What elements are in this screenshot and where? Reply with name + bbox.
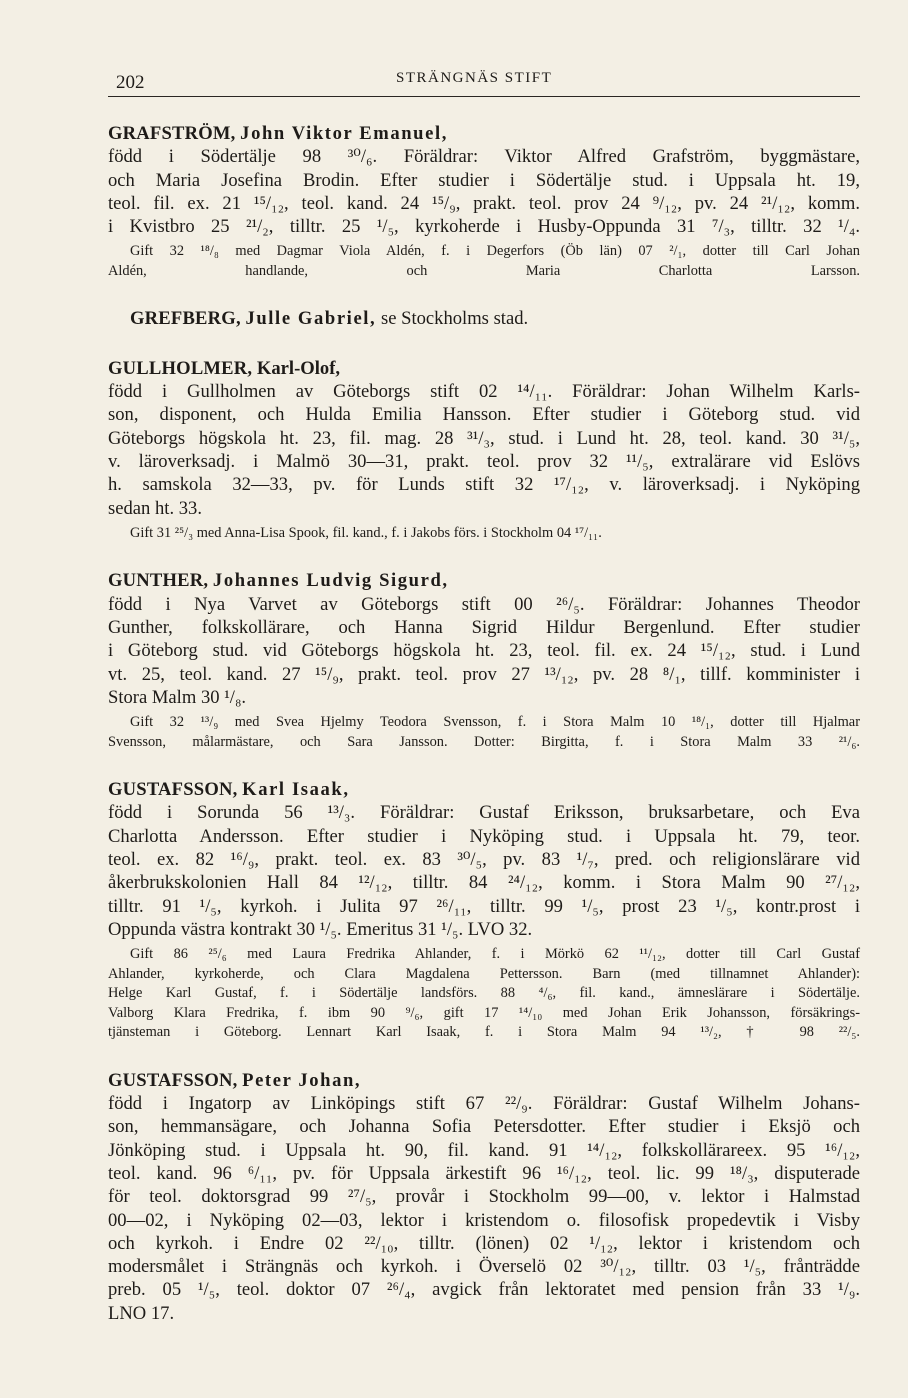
entry-heading xyxy=(108,122,860,145)
entry-line: Oppunda västra kontrakt 30 ¹/₅. Emeritus 31 ¹/₅. LVO 32. xyxy=(108,918,533,940)
biography-entry xyxy=(108,357,860,544)
entry-surname: GULLHOLMER, xyxy=(108,357,253,379)
biography-entry xyxy=(108,1069,860,1325)
entry-line: tilltr. 91 ¹/₅, kyrkoh. i Julita 97 ²⁶/₁₁, tilltr. 99 ¹/₅, prost 23 ¹/₅, kontr.prost i xyxy=(108,895,860,917)
entry-line: för teol. doktorsgrad 99 ²⁷/₅, provår i Stockholm 99—00, v. lektor i Halmstad xyxy=(108,1186,860,1208)
entry-line: v. läroverksadj. i Malmö 30—31, prakt. teol. prov 32 ¹¹/₅, extralärare vid Eslövs xyxy=(108,450,860,472)
entry-surname: GUNTHER, xyxy=(108,570,209,592)
entry-given-names: Julle Gabriel, xyxy=(245,308,377,330)
entry-heading xyxy=(108,569,860,592)
entry-line: vt. 25, teol. kand. 27 ¹⁵/₉, prakt. teol. prov 27 ¹³/₁₂, pv. 28 ⁸/₁, tillf. komminister i xyxy=(108,663,860,685)
biography-entry xyxy=(108,778,860,1043)
biography-entry xyxy=(108,122,860,281)
marriage-line: Ahlander, kyrkoherde, och Clara Magdalena Pettersson. Barn (med tillnamnet Ahlander): xyxy=(108,965,860,982)
entry-line: född i Gullholmen av Göteborgs stift 02 ¹⁴/₁₁. Föräldrar: Johan Wilhelm Karls- xyxy=(108,381,860,403)
entry-line: född i Södertälje 98 ³⁰/₆. Föräldrar: Viktor Alfred Grafström, byggmästare, xyxy=(108,146,860,168)
entry-line: son, disponent, och Hulda Emilia Hansson. Efter studier i Göteborg stud. vid xyxy=(108,404,860,426)
running-title: STRÄNGNÄS STIFT xyxy=(396,70,553,86)
marriage-line: Helge Karl Gustaf, f. i Södertälje landsförs. 88 ⁴/₆, fil. kand., ämneslärare i Södertälje. xyxy=(108,985,860,1002)
entry-surname: GUSTAFSSON, xyxy=(108,779,238,801)
entry-given-names: Karl Isaak, xyxy=(242,779,350,801)
entry-line: se Stockholms stad. xyxy=(380,308,529,330)
entry-line: Göteborgs högskola ht. 23, fil. mag. 28 ³¹/₃, stud. i Lund ht. 28, teol. kand. 30 ³¹/₅, xyxy=(108,427,860,449)
entry-line: Gunther, folkskollärare, och Hanna Sigrid Hildur Bergenlund. Efter studier xyxy=(108,616,860,638)
marriage-line: Svensson, målarmästare, och Sara Jansson. Dotter: Birgitta, f. i Stora Malm 33 ²¹/₆. xyxy=(108,733,860,750)
page-header xyxy=(108,66,860,97)
entry-line: Stora Malm 30 ¹/₈. xyxy=(108,686,247,708)
entry-heading xyxy=(108,778,860,801)
entry-line: son, hemmansägare, och Johanna Sofia Petersdotter. Efter studier i Eksjö och xyxy=(108,1116,860,1138)
entry-heading xyxy=(108,307,860,330)
entry-surname: GUSTAFSSON, xyxy=(108,1069,238,1091)
entry-given-names: Peter Johan, xyxy=(242,1069,362,1091)
entry-surname: GRAFSTRÖM, xyxy=(108,123,236,144)
entry-line: åkerbrukskolonien Hall 84 ¹²/₁₂, tilltr. 84 ²⁴/₁₂, komm. i Stora Malm 90 ²⁷/₁₂, xyxy=(108,872,860,894)
entry-line: teol. kand. 96 ⁶/₁₁, pv. för Uppsala ärkestift 96 ¹⁶/₁₂, teol. lic. 99 ¹⁸/₃, disputerade xyxy=(108,1162,860,1184)
entry-line: i Kvistbro 25 ²¹/₂, tilltr. 25 ¹/₅, kyrkoherde i Husby-Oppunda 31 ⁷/₃, tilltr. 32 ¹/₄. xyxy=(108,216,860,238)
entry-line: teol. ex. 82 ¹⁶/₉, prakt. teol. ex. 83 ³⁰/₅, pv. 83 ¹/₇, pred. och religionslärare vid xyxy=(108,849,860,871)
biography-entry xyxy=(108,307,860,330)
entry-line: preb. 05 ¹/₅, teol. doktor 07 ²⁶/₄, avgick från lektoratet med pension från 33 ¹/₉. xyxy=(108,1279,860,1301)
entry-given-names: John Viktor Emanuel, xyxy=(240,123,448,144)
entry-heading xyxy=(108,1069,860,1092)
entry-line: teol. fil. ex. 21 ¹⁵/₁₂, teol. kand. 24 ¹⁵/₉, prakt. teol. prov 24 ⁹/₁₂, pv. 24 ²¹/₁₂, komm. xyxy=(108,192,860,214)
marriage-line: Gift 32 ¹⁸/₈ med Dagmar Viola Aldén, f. i Degerfors (Öb län) 07 ²/₁, dotter till Carl Johan xyxy=(130,243,860,260)
entry-line: Charlotta Andersson. Efter studier i Nyköping stud. i Uppsala ht. 79, teor. xyxy=(108,825,860,847)
entry-line: född i Ingatorp av Linköpings stift 67 ²²/₉. Föräldrar: Gustaf Wilhelm Johans- xyxy=(108,1093,860,1115)
marriage-line: tjänsteman i Göteborg. Lennart Karl Isaak, f. i Stora Malm 94 ¹³/₂, † 98 ²²/₅. xyxy=(108,1024,860,1041)
entry-line: modersmålet i Strängnäs och kyrkoh. i Överselö 02 ³⁰/₁₂, tilltr. 03 ¹/₅, frånträdde xyxy=(108,1256,860,1278)
entry-line: född i Sorunda 56 ¹³/₃. Föräldrar: Gustaf Eriksson, bruksarbetare, och Eva xyxy=(108,802,860,824)
entry-line: och kyrkoh. i Endre 02 ²²/₁₀, tilltr. (lönen) 02 ¹/₁₂, lektor i kristendom och xyxy=(108,1232,860,1254)
entry-line: h. samskola 32—33, pv. för Lunds stift 32 ¹⁷/₁₂, v. läroverksadj. i Nyköping xyxy=(108,474,860,496)
entry-heading xyxy=(108,357,860,380)
entries-body xyxy=(108,122,860,1347)
page-number: 202 xyxy=(116,72,145,93)
entry-line: sedan ht. 33. xyxy=(108,497,202,519)
entry-line: i Göteborg stud. vid Göteborgs högskola ht. 23, teol. fil. ex. 24 ¹⁵/₁₂, stud. i Lund xyxy=(108,640,860,662)
marriage-line: Gift 86 ²⁵/₆ med Laura Fredrika Ahlander, f. i Mörkö 62 ¹¹/₁₂, dotter till Carl Gustaf xyxy=(130,946,860,963)
marriage-line: Aldén, handlande, och Maria Charlotta Larsson. xyxy=(108,262,860,279)
entry-line: och Maria Josefina Brodin. Efter studier i Södertälje stud. i Uppsala ht. 19, xyxy=(108,169,860,191)
entry-line: Jönköping stud. i Uppsala ht. 90, fil. kand. 91 ¹⁴/₁₂, folkskollärareex. 95 ¹⁶/₁₂, xyxy=(108,1139,860,1161)
entry-given-names: Johannes Ludvig Sigurd, xyxy=(212,570,449,592)
marriage-line: Gift 31 ²⁵/₃ med Anna-Lisa Spook, fil. kand., f. i Jakobs förs. i Stockholm 04 ¹⁷/₁₁. xyxy=(130,524,602,541)
entry-line: född i Nya Varvet av Göteborgs stift 00 ²⁶/₅. Föräldrar: Johannes Theodor xyxy=(108,593,860,615)
entry-surname: GREFBERG, xyxy=(130,308,241,330)
marriage-line: Gift 32 ¹³/₉ med Svea Hjelmy Teodora Svensson, f. i Stora Malm 10 ¹⁸/₁, dotter till Hjalmar xyxy=(130,714,860,731)
biography-entry xyxy=(108,569,860,752)
marriage-line: Valborg Klara Fredrika, f. ibm 90 ⁹/₆, gift 17 ¹⁴/₁₀ med Johan Erik Johansson, försäkrings- xyxy=(108,1004,860,1021)
entry-line: 00—02, i Nyköping 02—03, lektor i kristendom o. filosofisk propedevtik i Visby xyxy=(108,1209,860,1231)
entry-given-names: Karl-Olof, xyxy=(256,357,341,379)
entry-line: LNO 17. xyxy=(108,1302,175,1324)
